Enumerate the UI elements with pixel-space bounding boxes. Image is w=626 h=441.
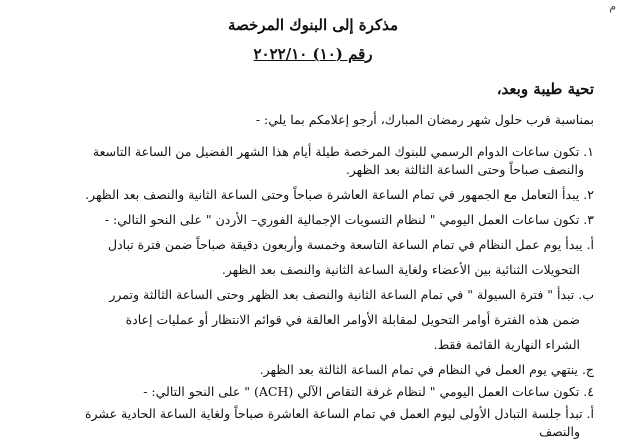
- memo-number-value: ١٠: [319, 45, 336, 63]
- item-3b-line-1: ب. تبدأ " فترة السيولة " في تمام الساعة الثانية والنصف بعد الظهر وحتى الساعة الثالثة وتمرر: [109, 287, 594, 302]
- intro-line: بمناسبة قرب حلول شهر رمضان المبارك، أرجو إعلامكم بما يلي: -: [255, 112, 594, 127]
- memo-number-suffix: ) ٢٠٢٢/١٠: [253, 45, 320, 63]
- item-3-line: ٣. تكون ساعات العمل اليومي " لنظام التسويات الإجمالية الفوري– الأردن " على النحو التالي: -: [104, 212, 594, 227]
- top-cropped-text: م: [609, 0, 616, 13]
- item-2-line: ٢. يبدأ التعامل مع الجمهور في تمام الساعة العاشرة صباحاً وحتى الساعة الثانية والنصف بعد الظهر.: [85, 187, 594, 202]
- item-3b-line-2: ضمن هذه الفترة أوامر التحويل لمقابلة الأوامر العالقة في قوائم الانتظار أو عمليات إعادة: [125, 312, 580, 327]
- memo-title: مذكرة إلى البنوك المرخصة: [227, 16, 398, 34]
- memo-number-prefix: رقم (: [335, 45, 373, 63]
- item-3a-line-2: التحويلات الثنائية بين الأعضاء ولغاية الساعة الثانية والنصف بعد الظهر.: [221, 262, 580, 277]
- item-1-line-1: ١. تكون ساعات الدوام الرسمي للبنوك المرخصة طيلة أيام هذا الشهر الفضيل من الساعة التاسعة: [92, 144, 594, 159]
- item-3c-line: ج. ينتهي يوم العمل في النظام في تمام الساعة الثالثة بعد الظهر.: [259, 362, 594, 377]
- greeting: تحية طيبة وبعد،: [496, 80, 594, 98]
- item-4a-line-2: والنصف: [539, 424, 580, 439]
- item-3a-line-1: أ. يبدأ يوم عمل النظام في تمام الساعة التاسعة وخمسة وأربعون دقيقة صباحاً ضمن فترة تبادل: [108, 237, 594, 252]
- item-3b-line-3: الشراء النهارية القائمة فقط.: [433, 337, 580, 352]
- item-4-line: ٤. تكون ساعات العمل اليومي " لنظام غرفة التقاص الآلي (ACH) " على النحو التالي: -: [143, 384, 594, 399]
- item-1-line-2: والنصف صباحاً وحتى الساعة الثالثة بعد الظهر.: [345, 162, 584, 177]
- item-4a-line-1: أ. تبدأ جلسة التبادل الأولى ليوم العمل في تمام الساعة العاشرة صباحاً ولغاية الساعة الحادية عشرة: [84, 406, 594, 421]
- memo-number: [0, 45, 626, 63]
